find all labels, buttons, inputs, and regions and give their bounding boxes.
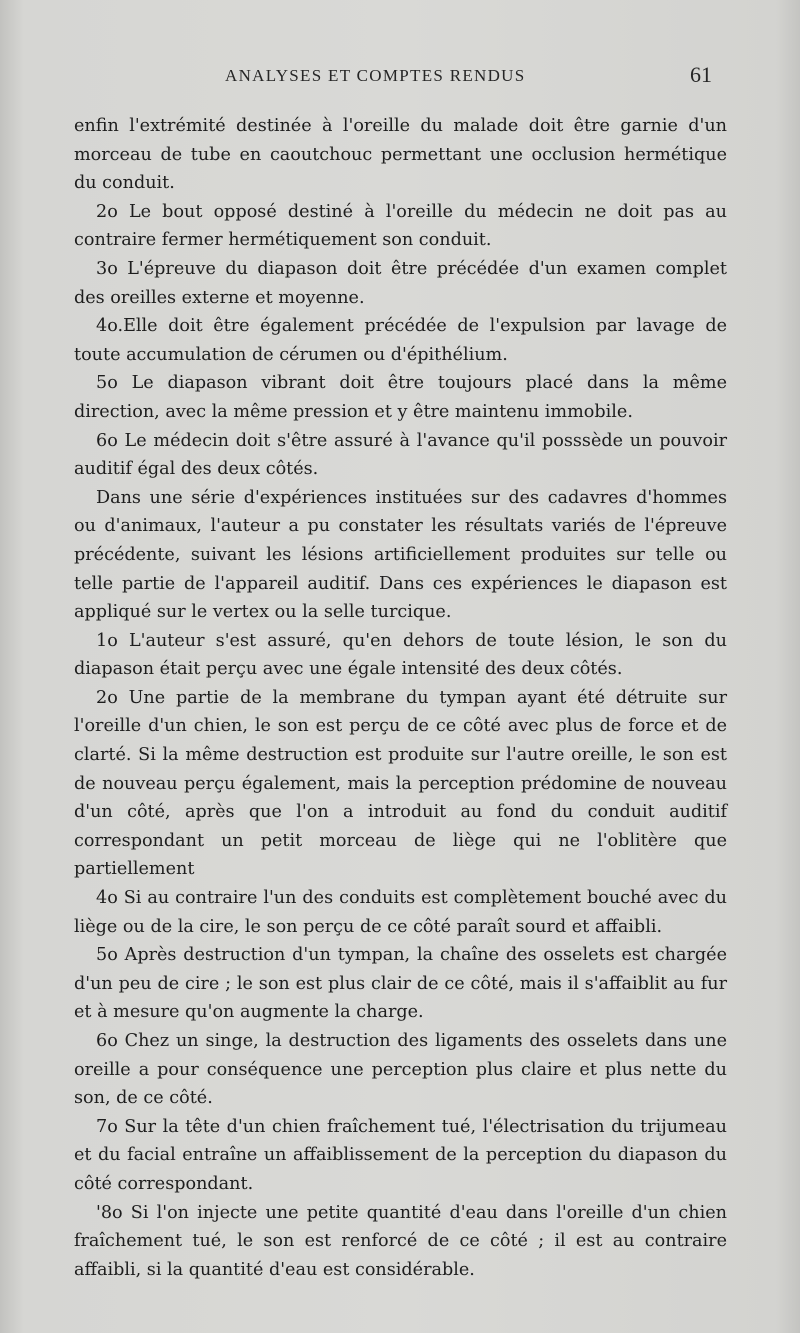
paragraph: 4o Si au contraire l'un des conduits est complètement bouché avec du liège ou de la cire, le son perçu de ce côté paraît sourd et affaibli.: [74, 888, 727, 937]
paragraph: 5o Le diapason vibrant doit être toujours placé dans la même direction, avec la même pression et y être maintenu immobile.: [74, 373, 727, 422]
body-text: [74, 112, 727, 1284]
paragraph: '8o Si l'on injecte une petite quantité d'eau dans l'oreille d'un chien fraîchement tué, le son est renforcé de ce côté ; il est au contraire affaibli, si la quantité d'eau est considérable.: [74, 1202, 727, 1280]
paragraph: 6o Le médecin doit s'être assuré à l'avance qu'il posssède un pouvoir auditif égal des deux côtés.: [74, 430, 727, 480]
running-head: ANALYSES ET COMPTES RENDUS: [225, 66, 526, 85]
paragraph: 2o Une partie de la membrane du tympan ayant été détruite sur l'oreille d'un chien, le son est perçu de ce côté avec plus de force et de clarté. Si la même destruction est produite sur l'autre oreille, le son est de nouveau perçu également, mais la perception prédomine de nouveau d'un côté, après que l'on a introduit au fond du conduit auditif correspondant un petit morceau de liège qui ne l'oblitère que partiellement: [74, 687, 727, 880]
paragraph: 4o.Elle doit être également précédée de l'expulsion par lavage de toute accumulation de cérumen ou d'épithélium.: [74, 316, 727, 365]
paragraph: 5o Après destruction d'un tympan, la chaîne des osselets est chargée d'un peu de cire ; le son est plus clair de ce côté, mais il s'affaiblit au fur et à mesure qu'on augmente la charge.: [74, 945, 727, 1023]
paragraph: 1o L'auteur s'est assuré, qu'en dehors de toute lésion, le son du diapason était perçu avec une égale intensité des deux côtés.: [74, 630, 727, 680]
paragraph: 6o Chez un singe, la destruction des ligaments des osselets dans une oreille a pour conséquence une perception plus claire et plus nette du son, de ce côté.: [74, 1031, 727, 1109]
paragraph: enfin l'extrémité destinée à l'oreille du malade doit être garnie d'un morceau de tube en caoutchouc permettant une occlusion hermétique du conduit.: [74, 116, 727, 194]
paragraph: Dans une série d'expériences instituées sur des cadavres d'hommes ou d'animaux, l'auteur a pu constater les résultats variés de l'épreuve précédente, suivant les lésions artificiellement produites sur telle ou telle partie de l'appareil auditif. Dans ces expériences le diapason est appliqué sur le vertex ou la selle turcique.: [74, 487, 727, 623]
page-number: 61: [690, 62, 712, 87]
paragraph: 3o L'épreuve du diapason doit être précédée d'un examen complet des oreilles externe et moyenne.: [74, 258, 727, 308]
paragraph: 2o Le bout opposé destiné à l'oreille du médecin ne doit pas au contraire fermer hermétiquement son conduit.: [74, 201, 727, 251]
paragraph: 7o Sur la tête d'un chien fraîchement tué, l'électrisation du trijumeau et du facial entraîne un affaiblissement de la perception du diapason du côté correspondant.: [74, 1116, 727, 1194]
